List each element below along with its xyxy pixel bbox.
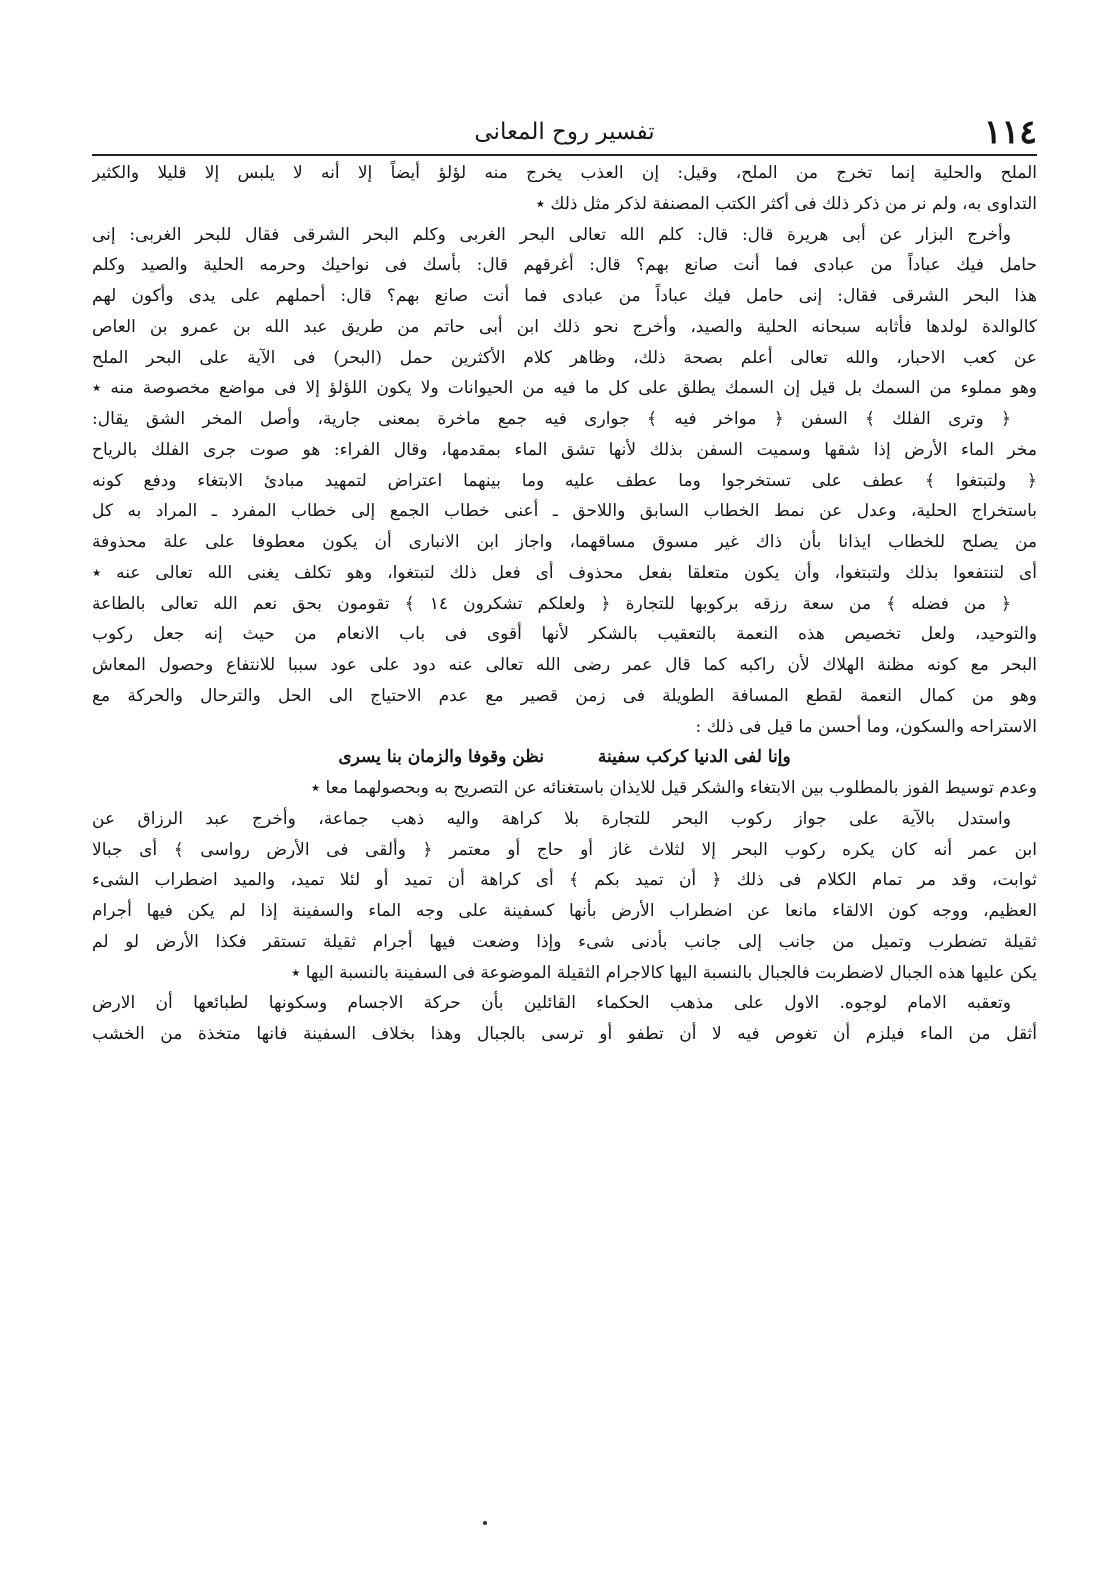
text-line: باستخراج الحلية، وعدل عن نمط الخطاب السابق واللاحق ـ أعنى خطاب الجمع إلى خطاب المفرد ـ المراد به كل xyxy=(92,501,1037,522)
text-line: وهو من كمال النعمة لقطع المسافة الطويلة فى زمن قصير مع عدم الاحتياج الى الحل والترحال والحركة مع xyxy=(92,685,1037,706)
text-line: ﴿ من فضله ﴾ من سعة رزقه بركوبها للتجارة ﴿ ولعلكم تشكرون ١٤ ﴾ تقومون بحق نعم الله تعالى بالطاعة xyxy=(92,593,1012,614)
text-line: ﴿ وترى الفلك ﴾ السفن ﴿ مواخر فيه ﴾ جوارى فيه جمع ماخرة بمعنى جارية، وأصل المخر الشق يقال: xyxy=(92,409,1011,429)
text-line: البحر مع كونه مظنة الهلاك لأن راكبه كما قال عمر رضى الله تعالى عنه دود على عود سببا للانتفاع وحصول المعاش xyxy=(92,655,1037,675)
text-line: وتعقبه الامام لوجوه. الاول على مذهب الحكماء القائلين بأن حركة الاجسام وسكونها لطبائعها أن الارض xyxy=(92,993,1011,1014)
text-line: العظيم، ووجه كون الالقاء مانعا عن اضطراب الأرض بأنها كسفينة على وجه الماء والسفينة إذا لم يكن فيها أجرام xyxy=(92,901,1037,921)
text-line: وهو مملوء من السمك بل قيل إن السمك يطلق على كل ما فيه من الحيوانات ولا يكون اللؤلؤ إلا فى مواضع مخصوصة منه ٭ xyxy=(92,378,1037,399)
text-line: الملح والحلية إنما تخرج من الملح، وقيل: إن العذب يخرج منه لؤلؤ أيضاً إلا أنه لا يلبس إلا قليلا والكثير xyxy=(92,163,1037,183)
text-line: وأخرج البزار عن أبى هريرة قال: قال: كلم الله تعالى البحر الغربى وكلم البحر الشرقى فقال للبحر الغربى: إنى xyxy=(92,224,1011,245)
text-line: ابن عمر أنه كان يكره ركوب البحر إلا لثلاث غاز أو حاج أو معتمر ﴿ وألقى فى الأرض رواسى ﴾ أى جبالا xyxy=(92,839,1037,860)
text-line: واستدل بالآية على جواز ركوب البحر للتجارة بلا كراهة واليه ذهب جماعة، وأخرج عبد الرزاق عن xyxy=(92,808,1011,829)
poetry-verse xyxy=(92,742,1037,773)
text-line: مخر الماء الأرض إذا شقها وسميت السفن بذلك لأنها تشق الماء بمقدمها، وقال الفراء: هو صوت جرى الفلك بالرياح xyxy=(92,439,1037,460)
page-header xyxy=(92,112,1037,152)
verse-first-hemistich: وإنا لفى الدنيا كركب سفينة xyxy=(597,747,791,768)
text-line: من يصلح للخطاب ايذانا بأن ذاك غير مسوق مساقهما، واجاز ابن الانبارى أن يكون معطوفا على علة محذوفة xyxy=(92,532,1037,552)
text-line: أثقل من الماء فيلزم أن تغوص فيه لا أن تطفو أو ترسى بالجبال وهذا بخلاف السفينة فانها متخذة من الخشب xyxy=(92,1024,1037,1044)
header-rule xyxy=(92,154,1037,156)
text-line: والتوحيد، ولعل تخصيص هذه النعمة بالتعقيب بالشكر لأنها أقوى فى باب الانعام من حيث إنه جعل ركوب xyxy=(92,624,1037,645)
text-line: يكن عليها هذه الجبال لاضطربت فالجبال بالنسبة اليها كالاجرام الثقيلة الموضوعة فى السفينة بالنسبة اليها ٭ xyxy=(291,962,1037,983)
text-line: ثوابت، وقد مر تمام الكلام فى ذلك ﴿ أن تميد بكم ﴾ أى كراهة أن تميد أو لئلا تميد، والميد اضطراب الشىء xyxy=(92,870,1037,891)
text-line: حامل فيك عباداً من عبادى فما أنت صانع بهم؟ قال: أغرقهم قال: بأسك فى نواحيك وحرمه الحلية والصيد وكلم xyxy=(92,255,1037,276)
text-line: ﴿ ولتبتغوا ﴾ عطف على تستخرجوا وما عطف عليه وما بينهما اعتراض لتمهيد مبادئ الابتغاء ودفع كونه xyxy=(92,470,1037,491)
verse-second-hemistich: نظن وقوفا والزمان بنا يسرى xyxy=(338,747,544,768)
page-dot-mark xyxy=(483,1521,487,1525)
text-line: وعدم توسيط الفوز بالمطلوب بين الابتغاء والشكر قيل للايذان باستغنائه عن التصريح به وبحصولهما معا ٭ xyxy=(310,778,1037,798)
text-line: هذا البحر الشرقى فقال: إنى حامل فيك عباداً من عبادى فما أنت صانع بهم؟ قال: أحملهم على يدى وأكون لهم xyxy=(92,286,1037,306)
running-title: تفسير روح المعانى xyxy=(474,119,655,145)
text-line: عن كعب الاحبار، والله تعالى أعلم بصحة ذلك، وظاهر كلام الأكثرين حمل (البحر) فى الآية على البحر الملح xyxy=(92,347,1037,368)
text-line: ثقيلة تضطرب وتميل من جانب إلى جانب بأدنى شىء وإذا وضعت فيها أجرام ثقيلة تستقر فكذا الأرض لو لم xyxy=(92,931,1037,952)
text-line: كالوالدة لولدها فأثابه سبحانه الحلية والصيد، وأخرج نحو ذلك ابن أبى حاتم من طريق عبد الله بن عمرو بن العاص xyxy=(92,316,1037,337)
text-line: الاستراحه والسكون، وما أحسن ما قيل فى ذلك : xyxy=(695,716,1037,737)
page-number: ١١٤ xyxy=(983,112,1037,151)
text-line: أى لتنتفعوا بذلك ولتبتغوا، وأن يكون متعلقا بفعل محذوف أى فعل ذلك لتبتغوا، وهو تكلف يغنى الله تعالى عنه ٭ xyxy=(92,562,1037,583)
text-line: التداوى به، ولم نر من ذكر ذلك فى أكثر الكتب المصنفة لذكر مثل ذلك ٭ xyxy=(535,193,1037,214)
text-body xyxy=(92,158,1037,1050)
